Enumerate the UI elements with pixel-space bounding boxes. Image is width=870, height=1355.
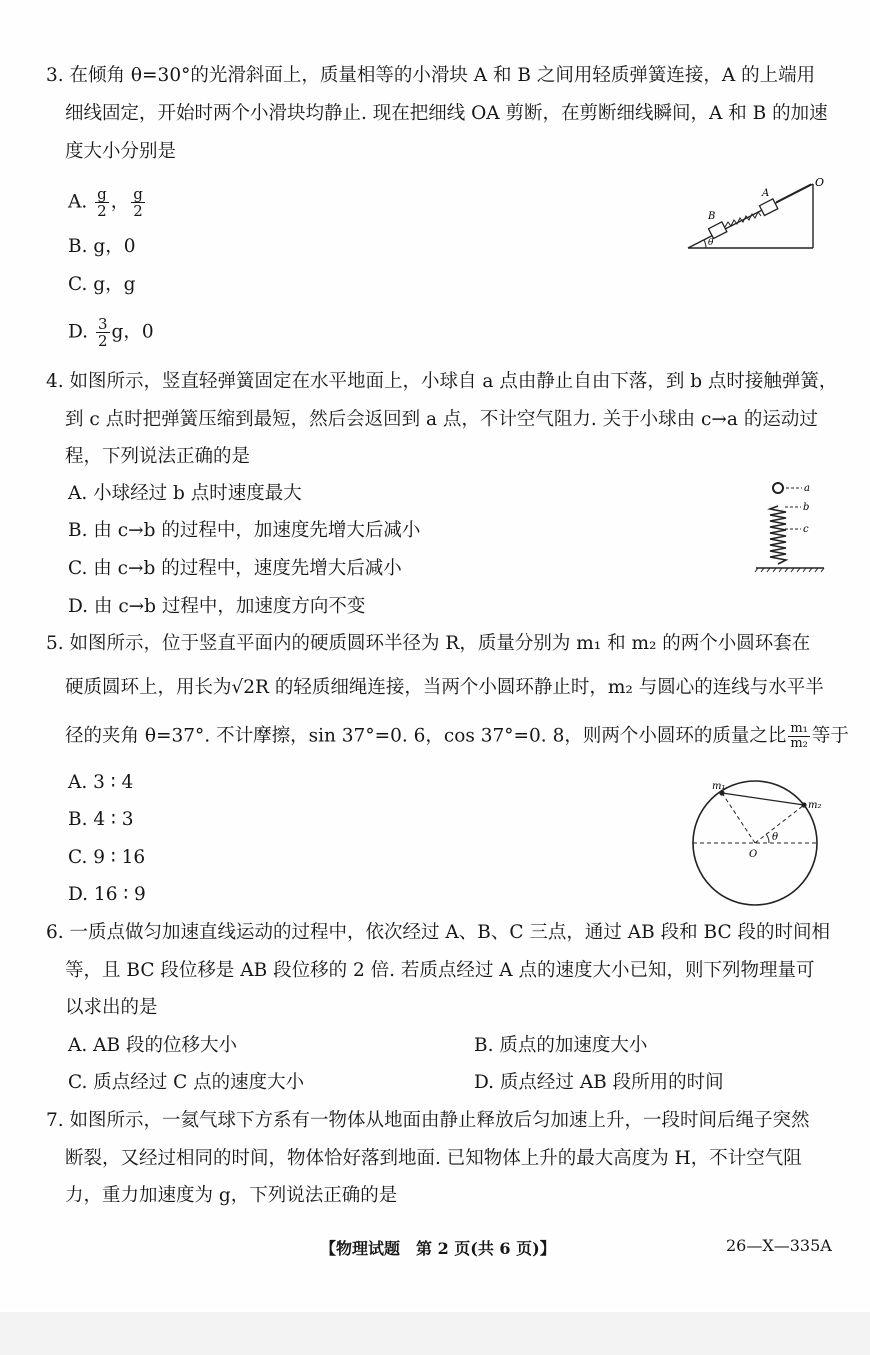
- label-b: b: [803, 502, 810, 513]
- question-6-stem-line: 以求出的是: [65, 997, 158, 1018]
- question-3-stem-line: 度大小分别是: [65, 141, 177, 162]
- question-3-option-d[interactable]: D. $\frac{3}{2}$ g，0: [68, 315, 154, 350]
- question-5-option-b[interactable]: B. 4 ∶ 3: [68, 809, 134, 830]
- question-3-option-a[interactable]: A. $\frac{g}{2}$ ， $\frac{g}{2}$: [68, 185, 143, 220]
- fraction: $\frac{3}{2}$: [97, 315, 108, 350]
- question-6-option-b[interactable]: B. 质点的加速度大小: [474, 1035, 648, 1056]
- question-4-option-a[interactable]: A. 小球经过 b 点时速度最大: [68, 483, 302, 504]
- fraction: $\frac{g}{2}$: [97, 185, 107, 220]
- question-6-stem-line: 等，且 BC 段位移是 AB 段位移的 2 倍. 若质点经过 A 点的速度大小已知，则下列物理量可: [65, 960, 815, 981]
- label-a: A: [762, 188, 770, 199]
- question-7-stem-line: 7. 如图所示，一氦气球下方系有一物体从地面由静止释放后匀加速上升，一段时间后绳子突然: [46, 1110, 810, 1131]
- label-m2: m₂: [808, 800, 822, 811]
- fraction: $\frac{\text{m₁}}{\text{m₂}}$: [790, 721, 808, 751]
- exam-code: 26—X—335A: [726, 1236, 832, 1255]
- question-5-option-a[interactable]: A. 3 ∶ 4: [68, 772, 134, 793]
- question-4-stem-line: 到 c 点时把弹簧压缩到最短，然后会返回到 a 点，不计空气阻力. 关于小球由 c→a 的运动过: [65, 409, 818, 430]
- label-theta: θ: [708, 238, 714, 248]
- label-b: B: [708, 211, 716, 222]
- label-o: O: [749, 849, 758, 860]
- question-6-option-d[interactable]: D. 质点经过 AB 段所用的时间: [474, 1072, 724, 1093]
- question-7-stem-line: 力，重力加速度为 g，下列说法正确的是: [65, 1185, 398, 1206]
- label-m1: m₁: [712, 781, 726, 792]
- question-6-stem-line: 6. 一质点做匀加速直线运动的过程中，依次经过 A、B、C 三点，通过 AB 段和 BC 段的时间相: [46, 922, 830, 943]
- fraction: $\frac{g}{2}$: [133, 185, 143, 220]
- question-4-option-b[interactable]: B. 由 c→b 的过程中，加速度先增大后减小: [68, 520, 421, 541]
- option-label: A.: [68, 191, 88, 213]
- question-5-option-c[interactable]: C. 9 ∶ 16: [68, 847, 146, 868]
- incline-diagram: [686, 172, 826, 254]
- label-o: O: [815, 176, 825, 189]
- question-4-stem-line: 4. 如图所示，竖直轻弹簧固定在水平地面上，小球自 a 点由静止自由下落，到 b 点时接触弹簧，: [46, 371, 838, 392]
- question-4-option-c[interactable]: C. 由 c→b 的过程中，速度先增大后减小: [68, 558, 402, 579]
- page-footer-title: 【物理试题 第 2 页(共 6 页)】: [320, 1239, 556, 1258]
- question-4-option-d[interactable]: D. 由 c→b 过程中，加速度方向不变: [68, 596, 366, 617]
- question-7-stem-line: 断裂，又经过相同的时间，物体恰好落到地面. 已知物体上升的最大高度为 H，不计空气阻: [65, 1148, 802, 1169]
- label-theta: θ: [772, 832, 779, 843]
- question-5-stem-line: 硬质圆环上，用长为√2R 的轻质细绳连接，当两个小圆环静止时，m₂ 与圆心的连线与水平半: [65, 677, 824, 698]
- question-3-option-c[interactable]: C. g，g: [68, 274, 136, 295]
- question-3-stem-line: 3. 在倾角 θ=30°的光滑斜面上，质量相等的小滑块 A 和 B 之间用轻质弹簧连接，A 的上端用: [46, 65, 816, 86]
- page-shadow: [0, 1312, 870, 1355]
- question-6-option-a[interactable]: A. AB 段的位移大小: [68, 1035, 237, 1056]
- question-5-stem-line: 5. 如图所示，位于竖直平面内的硬质圆环半径为 R，质量分别为 m₁ 和 m₂ 的两个小圆环套在: [46, 633, 811, 654]
- question-3-option-b[interactable]: B. g，0: [68, 236, 136, 257]
- label-c: c: [803, 524, 809, 535]
- question-5-stem-line: 径的夹角 θ=37°. 不计摩擦，sin 37°=0. 6，cos 37°=0. 8，则两个小圆环的质量之比 $\frac{\text{m₁}}{\text{m₂}}$ 等于: [65, 721, 849, 751]
- spring-diagram: [752, 478, 828, 578]
- ring-diagram: [690, 778, 830, 908]
- question-5-option-d[interactable]: D. 16 ∶ 9: [68, 884, 146, 905]
- question-3-stem-line: 细线固定，开始时两个小滑块均静止. 现在把细线 OA 剪断，在剪断细线瞬间，A 和 B 的加速: [65, 103, 828, 124]
- question-4-stem-line: 程，下列说法正确的是: [65, 446, 251, 467]
- question-6-option-c[interactable]: C. 质点经过 C 点的速度大小: [68, 1072, 305, 1093]
- label-a: a: [804, 483, 810, 494]
